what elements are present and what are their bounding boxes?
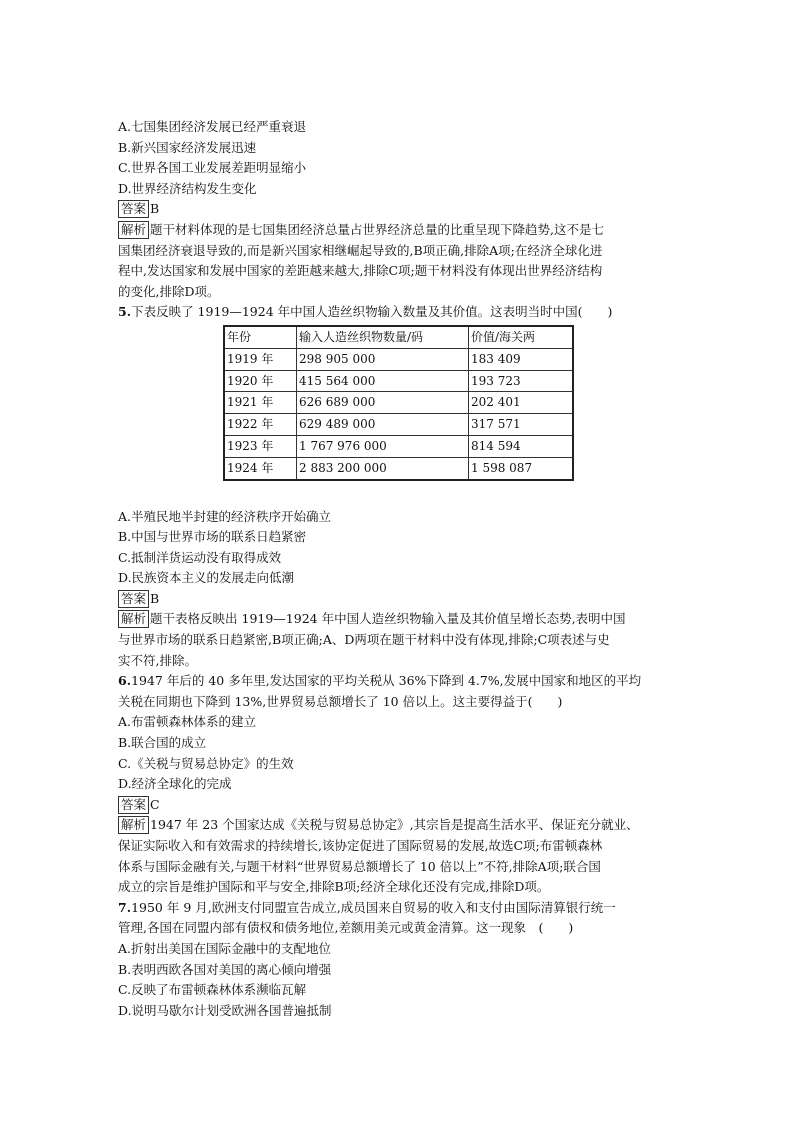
option-b: B.新兴国家经济发展迅速 xyxy=(118,139,257,155)
question-number: 6. xyxy=(118,673,132,689)
table-cell: 298 905 000 xyxy=(297,348,469,370)
table-header-cell: 价值/海关两 xyxy=(469,326,574,348)
option-b: B.表明西欧各国对美国的离心倾向增强 xyxy=(118,961,332,977)
table-row xyxy=(224,392,573,414)
analysis-line: 的变化,排除D项。 xyxy=(118,283,220,299)
answer-tag: 答案 xyxy=(118,200,149,218)
option-c: C.世界各国工业发展差距明显缩小 xyxy=(118,160,307,176)
analysis-block xyxy=(118,609,678,671)
analysis-line: 国集团经济衰退导致的,而是新兴国家相继崛起导致的,B项正确,排除A项;在经济全球化进 xyxy=(118,242,603,258)
answer-tag: 答案 xyxy=(118,796,149,814)
option-d: D.说明马歇尔计划受欧洲各国普遍抵制 xyxy=(118,1002,332,1018)
answer-value: B xyxy=(150,590,160,606)
table-header-cell: 年份 xyxy=(224,326,297,348)
table-row xyxy=(224,370,573,392)
analysis-line: 程中,发达国家和发展中国家的差距越来越大,排除C项;题干材料没有体现出世界经济结构 xyxy=(118,263,603,279)
analysis-block xyxy=(118,220,678,302)
question-stem: 7.1950 年 9 月,欧洲支付同盟宣告成立,成员国来自贸易的收入和支付由国际清算银行统一 xyxy=(118,899,616,915)
table-cell: 202 401 xyxy=(469,392,574,414)
analysis-block xyxy=(118,815,678,897)
table-row xyxy=(224,457,573,479)
answer-tag: 答案 xyxy=(118,590,149,608)
analysis-line: 解析 题干材料体现的是七国集团经济总量占世界经济总量的比重呈现下降趋势,这不是七 xyxy=(118,220,678,241)
table-cell: 629 489 000 xyxy=(297,414,469,436)
table-cell: 415 564 000 xyxy=(297,370,469,392)
table-header-cell: 输入人造丝织物数量/码 xyxy=(297,326,469,348)
option-d: D.世界经济结构发生变化 xyxy=(118,180,257,196)
option-b: B.中国与世界市场的联系日趋紧密 xyxy=(118,529,307,545)
option-d: D.民族资本主义的发展走向低潮 xyxy=(118,570,295,586)
option-c: C.《关税与贸易总协定》的生效 xyxy=(118,755,294,771)
table-cell: 1924 年 xyxy=(224,457,297,479)
table-cell: 317 571 xyxy=(469,414,574,436)
answer-value: B xyxy=(150,201,160,217)
answer-value: C xyxy=(150,796,160,812)
table-cell: 2 883 200 000 xyxy=(297,457,469,479)
table-header-row xyxy=(224,326,573,348)
analysis-line: 解析 1947 年 23 个国家达成《关税与贸易总协定》,其宗旨是提高生活水平、保证充分就业、 xyxy=(118,815,678,836)
analysis-line: 保证实际收入和有效需求的持续增长,该协定促进了国际贸易的发展,故选C项;布雷顿森林 xyxy=(118,838,603,854)
analysis-line: 实不符,排除。 xyxy=(118,652,197,668)
analysis-line: 与世界市场的联系日趋紧密,B项正确;A、D两项在题干材料中没有体现,排除;C项表述与史 xyxy=(118,632,610,648)
table-cell: 183 409 xyxy=(469,348,574,370)
table-cell: 1921 年 xyxy=(224,392,297,414)
option-a: A.半殖民地半封建的经济秩序开始确立 xyxy=(118,508,332,524)
analysis-tag: 解析 xyxy=(118,816,149,834)
table-cell: 1919 年 xyxy=(224,348,297,370)
answer-line xyxy=(118,795,678,816)
option-d: D.经济全球化的完成 xyxy=(118,776,232,792)
table-cell: 1922 年 xyxy=(224,414,297,436)
question-stem: 6.1947 年后的 40 多年里,发达国家的平均关税从 36%下降到 4.7%,发展中国家和地区的平均 xyxy=(118,673,642,689)
option-a: A.七国集团经济发展已经严重衰退 xyxy=(118,119,307,134)
option-c: C.抵制洋货运动没有取得成效 xyxy=(118,549,282,565)
answer-line xyxy=(118,589,678,610)
table-cell: 1923 年 xyxy=(224,435,297,457)
table-cell: 1920 年 xyxy=(224,370,297,392)
analysis-tag: 解析 xyxy=(118,221,149,239)
table-row xyxy=(224,435,573,457)
table-row xyxy=(224,414,573,436)
table-cell: 1 598 087 xyxy=(469,457,574,479)
option-a: A.布雷顿森林体系的建立 xyxy=(118,714,257,730)
table-row xyxy=(224,348,573,370)
answer-line xyxy=(118,199,678,220)
question-number: 5. xyxy=(118,304,132,320)
table-cell: 626 689 000 xyxy=(297,392,469,414)
question-stem: 5.下表反映了 1919—1924 年中国人造丝织物输入数量及其价值。这表明当时中国( ) xyxy=(118,304,613,320)
question-number: 7. xyxy=(118,899,132,915)
page-content xyxy=(118,117,678,1021)
question-stem: 关税在同期也下降到 13%,世界贸易总额增长了 10 倍以上。这主要得益于( ) xyxy=(118,693,563,709)
analysis-tag: 解析 xyxy=(118,610,149,628)
option-b: B.联合国的成立 xyxy=(118,735,207,751)
option-a: A.折射出美国在国际金融中的支配地位 xyxy=(118,940,332,956)
option-c: C.反映了布雷顿森林体系濒临瓦解 xyxy=(118,982,307,998)
question-stem: 管理,各国在同盟内部有债权和债务地位,差额用美元或黄金清算。这一现象 ( ) xyxy=(118,920,574,936)
table-cell: 1 767 976 000 xyxy=(297,435,469,457)
table-cell: 193 723 xyxy=(469,370,574,392)
analysis-line: 体系与国际金融有关,与题干材料“世界贸易总额增长了 10 倍以上”不符,排除A项;联合国 xyxy=(118,858,601,874)
table-cell: 814 594 xyxy=(469,435,574,457)
silk-import-table xyxy=(223,325,574,481)
analysis-line: 解析 题干表格反映出 1919—1924 年中国人造丝织物输入量及其价值呈增长态势,表明中国 xyxy=(118,609,678,630)
analysis-line: 成立的宗旨是维护国际和平与安全,排除B项;经济全球化还没有完成,排除D项。 xyxy=(118,879,550,895)
